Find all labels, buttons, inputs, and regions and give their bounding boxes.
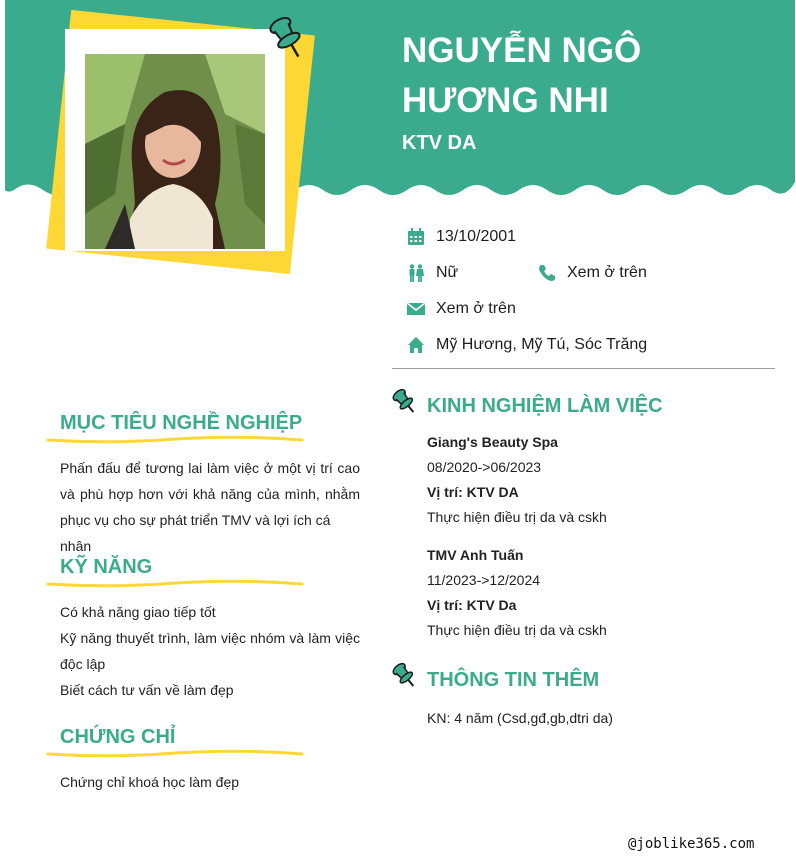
skill-item: Kỹ năng thuyết trình, làm việc nhóm và làm việc: [60, 630, 360, 646]
email-value: Xem ở trên: [436, 300, 516, 317]
certificate-item: Chứng chỉ khoá học làm đẹp: [60, 774, 240, 790]
skills-underline: [46, 578, 304, 590]
experience-position: Vị trí: KTV Da: [427, 597, 517, 613]
profile-photo: [85, 54, 265, 249]
address-value: Mỹ Hương, Mỹ Tú, Sóc Trăng: [436, 336, 648, 353]
skills-list: [60, 599, 360, 703]
objective-title: MỤC TIÊU NGHỀ NGHIỆP: [60, 412, 303, 434]
email-icon: [405, 299, 427, 319]
experience-company: TMV Anh Tuấn: [427, 547, 524, 563]
phone-row: [536, 263, 647, 283]
dob-row: [405, 227, 516, 247]
pushpin-icon: [392, 662, 418, 690]
candidate-name: NGUYỄN NGÔ HƯƠNG NHI: [402, 31, 642, 120]
experience-company: Giang's Beauty Spa: [427, 434, 558, 450]
email-row: [405, 299, 516, 319]
experience-description: Thực hiện điều trị da và cskh: [427, 509, 607, 525]
experience-item: [427, 543, 607, 643]
certificates-list: [60, 769, 360, 795]
objective-line: phục vụ cho sự phát triển TMV và lợi ích cá nhân: [60, 512, 331, 554]
extra-info-text: KN: 4 năm (Csd,gđ,gb,dtri da): [427, 710, 613, 726]
experience-position: Vị trí: KTV DA: [427, 484, 519, 500]
calendar-icon: [405, 227, 427, 247]
skill-item: độc lập: [60, 656, 106, 672]
experience-title: KINH NGHIỆM LÀM VIỆC: [427, 395, 663, 417]
experience-item: [427, 430, 607, 530]
divider: [392, 368, 775, 369]
experience-period: 11/2023->12/2024: [427, 572, 541, 588]
certificates-underline: [46, 748, 304, 760]
address-row: [405, 335, 647, 355]
pushpin-icon: [266, 16, 308, 62]
home-icon: [405, 335, 427, 355]
certificates-title: CHỨNG CHỈ: [60, 726, 176, 748]
watermark: @joblike365.com: [628, 836, 755, 852]
gender-row: [405, 263, 458, 283]
skills-title: KỸ NĂNG: [60, 556, 153, 578]
objective-underline: [46, 434, 304, 446]
gender-value: Nữ: [436, 264, 459, 281]
job-title: KTV DA: [402, 132, 477, 154]
phone-icon: [536, 263, 558, 283]
experience-description: Thực hiện điều trị da và cskh: [427, 622, 607, 638]
objective-text: [60, 455, 360, 559]
gender-icon: [405, 263, 427, 283]
pushpin-icon: [392, 388, 418, 416]
experience-period: 08/2020->06/2023: [427, 459, 542, 475]
skill-item: Có khả năng giao tiếp tốt: [60, 604, 216, 620]
extra-info: [427, 706, 613, 731]
phone-value: Xem ở trên: [567, 264, 647, 281]
objective-line: và phù hợp hơn với khả năng của mình, nhằm: [60, 486, 360, 502]
dob-value: 13/10/2001: [436, 228, 517, 245]
objective-line: Phấn đấu để tương lai làm việc ở một vị trí cao: [60, 460, 360, 476]
skill-item: Biết cách tư vấn về làm đẹp: [60, 682, 234, 698]
extra-info-title: THÔNG TIN THÊM: [427, 669, 600, 691]
